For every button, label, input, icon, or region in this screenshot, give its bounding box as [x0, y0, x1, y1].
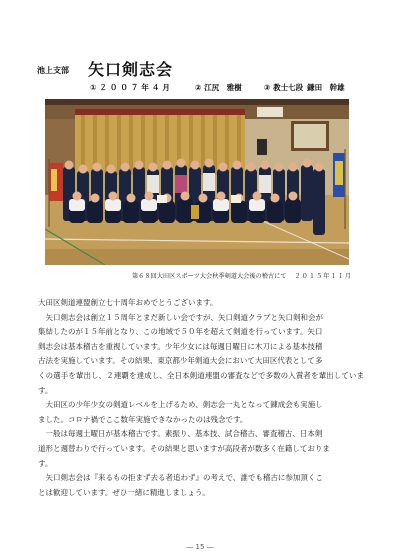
- body-line: 古法を実施しています。その結果、東京都少年剣道大会において大田区代表として多: [38, 356, 323, 366]
- body-line: 集結したのが１５年前となり、この地域で５０年を超えて剣道を行っています。矢口: [38, 327, 323, 337]
- caption-text: 第６８回大田区スポーツ大会秋季剣道大会後の稽古にて: [132, 273, 287, 280]
- club-info-row: [90, 82, 345, 93]
- photo-caption: [132, 271, 352, 280]
- body-line: とは歓迎しています。ぜひ一緒に精進しましょう。: [38, 487, 210, 497]
- founded-marker: ①: [90, 83, 97, 92]
- club-title: 矢口剣志会: [88, 60, 174, 79]
- body-line: 道形と週替わりで行っています。その結果と思いますが高段者が数多く在籍しておりま: [38, 443, 330, 453]
- founded-info: [90, 82, 173, 93]
- body-line: 大田区剣道連盟創立七十周年おめでとうございます。: [38, 298, 218, 307]
- body-line: 剣志会は基本稽古を重視しています。少年少女には毎週日曜日に木刀による基本技稽: [38, 341, 323, 351]
- body-line: 大田区の少年少女の剣道レベルを上げるため、剣志会一丸となって錬成会も実施し: [38, 400, 323, 410]
- body-line: 矢口剣志会は『来るもの拒まず去る者追わず』の考えで、誰でも稽古に参加頂くこ: [38, 473, 323, 483]
- page-number: ― 15 ―: [186, 543, 214, 551]
- founder-info: [195, 82, 242, 93]
- leader-marker: ③: [263, 83, 271, 92]
- leader-rank: 教士七段: [273, 83, 304, 92]
- leader-name: 鎌田 幹雄: [307, 83, 345, 92]
- leader-info: [264, 82, 345, 93]
- founded-date: ２００７年４月: [99, 83, 173, 92]
- body-line: 一般は毎週土曜日が基本稽古です。素振り、基本技、試合稽古、審査稽古、日本剣: [38, 429, 323, 439]
- kendo-group-photo: [45, 99, 349, 265]
- founder-marker: ②: [194, 83, 202, 92]
- article-body: [38, 296, 364, 500]
- founder-name: 江尻 雅樹: [204, 83, 242, 92]
- body-line: す。: [38, 458, 53, 468]
- branch-name: 池上支部: [37, 66, 69, 75]
- body-line: 矢口剣志会は創立１５周年とまだ新しい会ですが、矢口剣道クラブと矢口剣和会が: [38, 312, 323, 322]
- body-line: ました。コロナ禍でここ数年実施できなかったのは残念です。: [38, 414, 248, 424]
- body-line: くの選手を輩出し、２連覇を達成し、全日本剣道連盟の審査などで多数の入賞者を輩出しています。: [38, 370, 364, 395]
- caption-date: ２０１５年１１月: [294, 273, 352, 280]
